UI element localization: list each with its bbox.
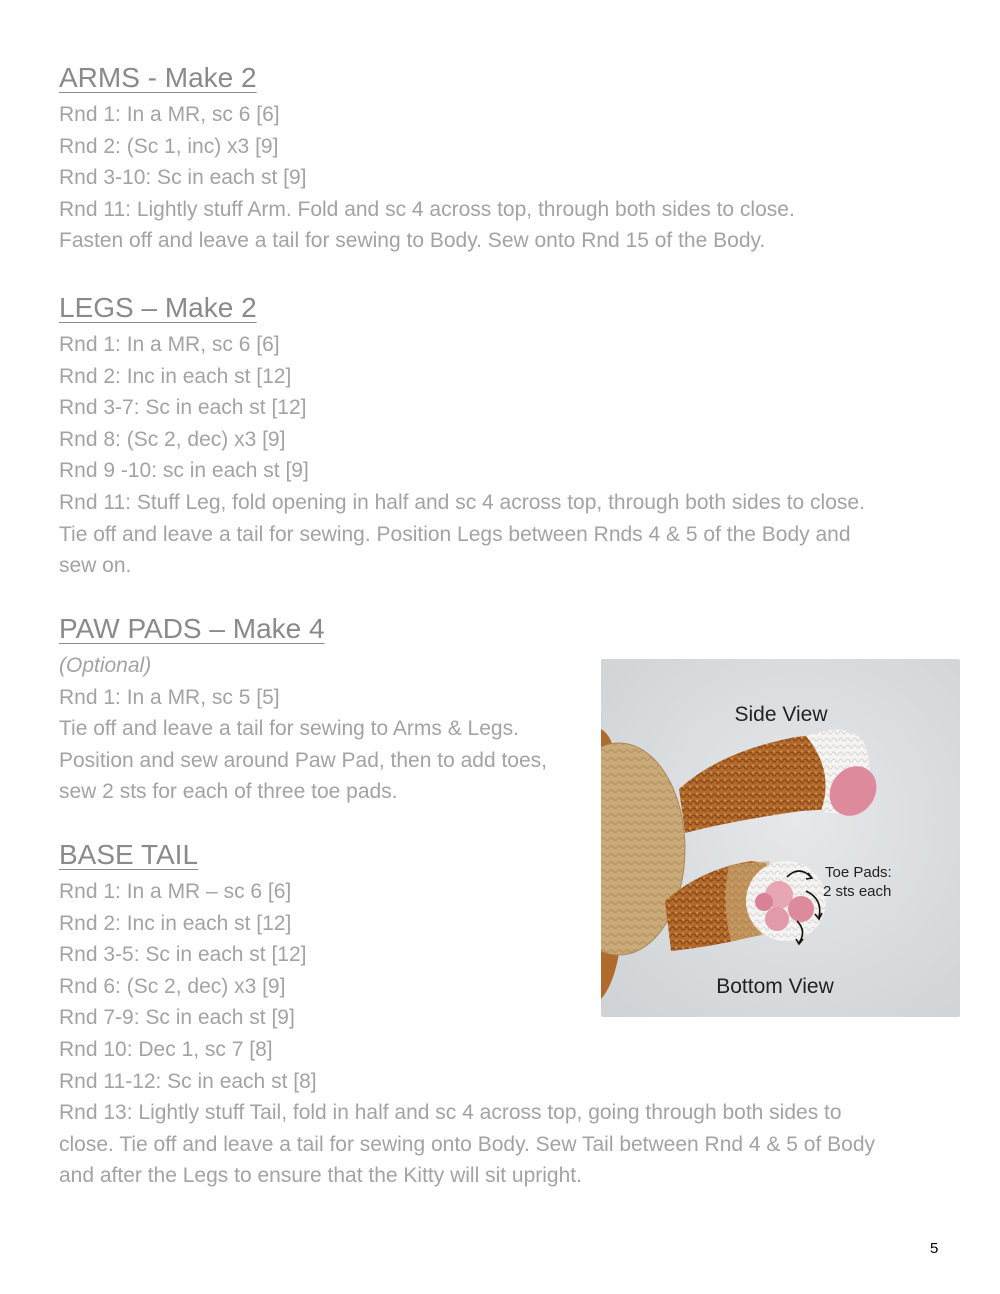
photo-illustration xyxy=(601,659,960,1017)
base-tail-heading: BASE TAIL xyxy=(59,839,199,870)
arms-line: Rnd 11: Lightly stuff Arm. Fold and sc 4 across top, through both sides to close. xyxy=(59,197,795,221)
legs-line: Rnd 8: (Sc 2, dec) x3 [9] xyxy=(59,427,286,451)
legs-line: Tie off and leave a tail for sewing. Position Legs between Rnds 4 & 5 of the Body and xyxy=(59,522,851,546)
paw-pads-heading: PAW PADS – Make 4 xyxy=(59,613,325,644)
arms-line: Rnd 1: In a MR, sc 6 [6] xyxy=(59,103,280,126)
arms-line: Rnd 2: (Sc 1, inc) x3 [9] xyxy=(59,134,279,158)
base-tail-line: Rnd 10: Dec 1, sc 7 [8] xyxy=(59,1037,273,1061)
legs-heading: LEGS – Make 2 xyxy=(59,292,257,323)
paw-pads-line: Position and sew around Paw Pad, then to add toes, xyxy=(59,748,547,772)
page-number: 5 xyxy=(930,1240,939,1257)
arms-line: Fasten off and leave a tail for sewing to Body. Sew onto Rnd 15 of the Body. xyxy=(59,229,766,253)
base-tail-line: close. Tie off and leave a tail for sewing onto Body. Sew Tail between Rnd 4 & 5 of Body xyxy=(59,1132,875,1156)
crochet-legs-photo xyxy=(601,659,960,1017)
legs-line: Rnd 9 -10: sc in each st [9] xyxy=(59,459,309,483)
toe-pads-label-line-2: 2 sts each xyxy=(823,883,892,900)
legs-line: sew on. xyxy=(59,554,132,578)
side-view-label: Side View xyxy=(734,703,828,726)
base-tail-line: Rnd 6: (Sc 2, dec) x3 [9] xyxy=(59,974,286,998)
arms-line: Rnd 3-10: Sc in each st [9] xyxy=(59,166,307,190)
paw-pads-line: Rnd 1: In a MR, sc 5 [5] xyxy=(59,685,280,709)
legs-line: Rnd 11: Stuff Leg, fold opening in half and sc 4 across top, through both sides to close. xyxy=(59,490,865,514)
paw-pads-line: Tie off and leave a tail for sewing to Arms & Legs. xyxy=(59,717,519,741)
paw-pads-note: (Optional) xyxy=(59,654,152,677)
base-tail-line: Rnd 3-5: Sc in each st [12] xyxy=(59,943,307,967)
base-tail-line: Rnd 2: Inc in each st [12] xyxy=(59,911,292,935)
legs-line: Rnd 1: In a MR, sc 6 [6] xyxy=(59,333,280,356)
base-tail-line: Rnd 7-9: Sc in each st [9] xyxy=(59,1006,295,1030)
arms-heading: ARMS - Make 2 xyxy=(59,62,257,93)
section-paw-pads xyxy=(59,613,547,808)
bottom-view-label: Bottom View xyxy=(716,975,834,998)
legs-line: Rnd 2: Inc in each st [12] xyxy=(59,364,292,388)
paw-pads-line: sew 2 sts for each of three toe pads. xyxy=(59,780,398,804)
base-tail-line: Rnd 13: Lightly stuff Tail, fold in half and sc 4 across top, going through both sides to xyxy=(59,1101,842,1125)
section-legs xyxy=(59,292,865,582)
base-tail-line: Rnd 11-12: Sc in each st [8] xyxy=(59,1069,317,1093)
toe-pads-label-line-1: Toe Pads: xyxy=(825,864,892,881)
legs-line: Rnd 3-7: Sc in each st [12] xyxy=(59,396,307,420)
section-arms xyxy=(59,62,795,257)
base-tail-line: Rnd 1: In a MR – sc 6 [6] xyxy=(59,880,292,903)
base-tail-line: and after the Legs to ensure that the Kitty will sit upright. xyxy=(59,1164,582,1188)
